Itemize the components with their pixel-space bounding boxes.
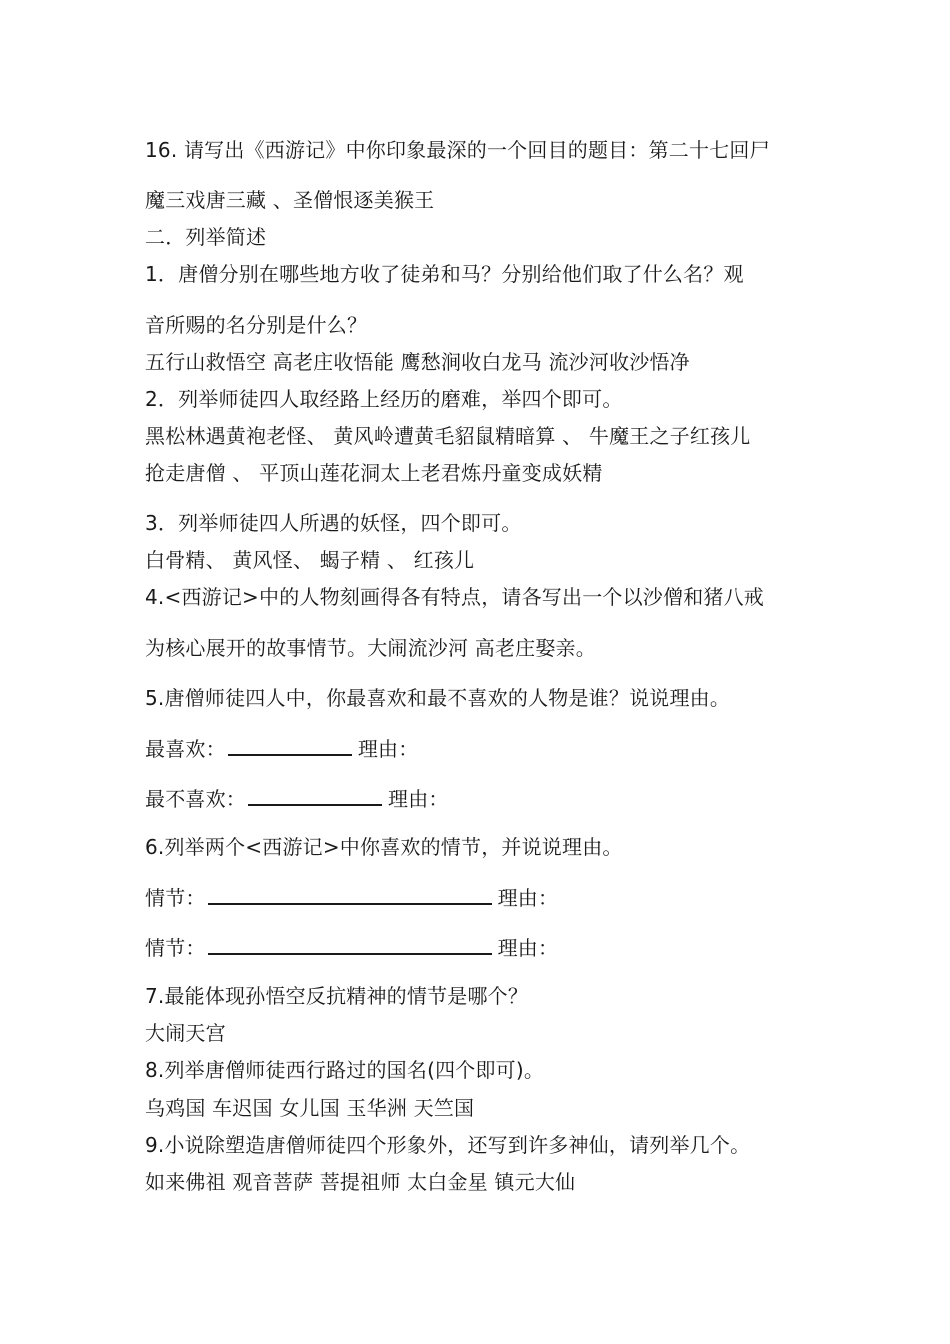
q4-line1: 4.<西游记>中的人物刻画得各有特点，请各写出一个以沙僧和猪八戒 xyxy=(145,585,764,609)
like-answer-blank[interactable] xyxy=(228,734,352,756)
q16-line2: 魔三戏唐三藏 、圣僧恨逐美猴王 xyxy=(145,188,435,212)
q7-question: 7.最能体现孙悟空反抗精神的情节是哪个？ xyxy=(145,984,529,1008)
plot1-label: 情节： xyxy=(145,886,206,910)
q5-like-row xyxy=(145,734,418,763)
q1-answer: 五行山救悟空 高老庄收悟能 鹰愁涧收白龙马 流沙河收沙悟净 xyxy=(145,350,690,374)
q6-question: 6.列举两个<西游记>中你喜欢的情节，并说说理由。 xyxy=(145,835,623,859)
like-label: 最喜欢： xyxy=(145,737,226,761)
q6-plot2-row xyxy=(145,933,558,962)
q16-line1: 16. 请写出《西游记》中你印象最深的一个回目的题目：第二十七回尸 xyxy=(145,138,770,162)
plot2-reason-label: 理由： xyxy=(497,936,559,960)
q1-line1: 1．唐僧分别在哪些地方收了徒弟和马？分别给他们取了什么名？观 xyxy=(145,262,744,286)
q7-answer: 大闹天宫 xyxy=(145,1021,226,1045)
q2-answer-line1: 黑松林遇黄袍老怪、 黄风岭遭黄毛貂鼠精暗算 、 牛魔王之子红孩儿 xyxy=(145,424,751,448)
dislike-answer-blank[interactable] xyxy=(248,784,382,806)
q2-answer-line2: 抢走唐僧 、 平顶山莲花洞太上老君炼丹童变成妖精 xyxy=(145,461,603,485)
q3-question: 3．列举师徒四人所遇的妖怪，四个即可。 xyxy=(145,511,522,535)
q9-answer: 如来佛祖 观音菩萨 菩提祖师 太白金星 镇元大仙 xyxy=(145,1170,576,1194)
q5-dislike-row xyxy=(145,784,449,813)
q6-plot1-row xyxy=(145,883,558,912)
dislike-reason-label: 理由： xyxy=(388,787,449,811)
plot1-reason-label: 理由： xyxy=(497,886,559,910)
q1-line2: 音所赐的名分别是什么？ xyxy=(145,313,368,337)
q2-question: 2．列举师徒四人取经路上经历的磨难，举四个即可。 xyxy=(145,387,623,411)
q5-question: 5.唐僧师徒四人中，你最喜欢和最不喜欢的人物是谁？说说理由。 xyxy=(145,686,731,710)
plot1-answer-blank[interactable] xyxy=(208,883,492,905)
q3-answer: 白骨精、 黄风怪、 蝎子精 、 红孩儿 xyxy=(145,548,475,572)
plot2-label: 情节： xyxy=(145,936,206,960)
q9-question: 9.小说除塑造唐僧师徒四个形象外，还写到许多神仙，请列举几个。 xyxy=(145,1133,751,1157)
q8-question: 8.列举唐僧师徒西行路过的国名(四个即可)。 xyxy=(145,1058,545,1082)
section2-heading: 二．列举简述 xyxy=(145,225,267,249)
q4-line2: 为核心展开的故事情节。大闹流沙河 高老庄娶亲。 xyxy=(145,636,596,660)
q8-answer: 乌鸡国 车迟国 女儿国 玉华洲 天竺国 xyxy=(145,1096,475,1120)
like-reason-label: 理由： xyxy=(357,737,419,761)
dislike-label: 最不喜欢： xyxy=(145,787,246,811)
plot2-answer-blank[interactable] xyxy=(208,933,492,955)
